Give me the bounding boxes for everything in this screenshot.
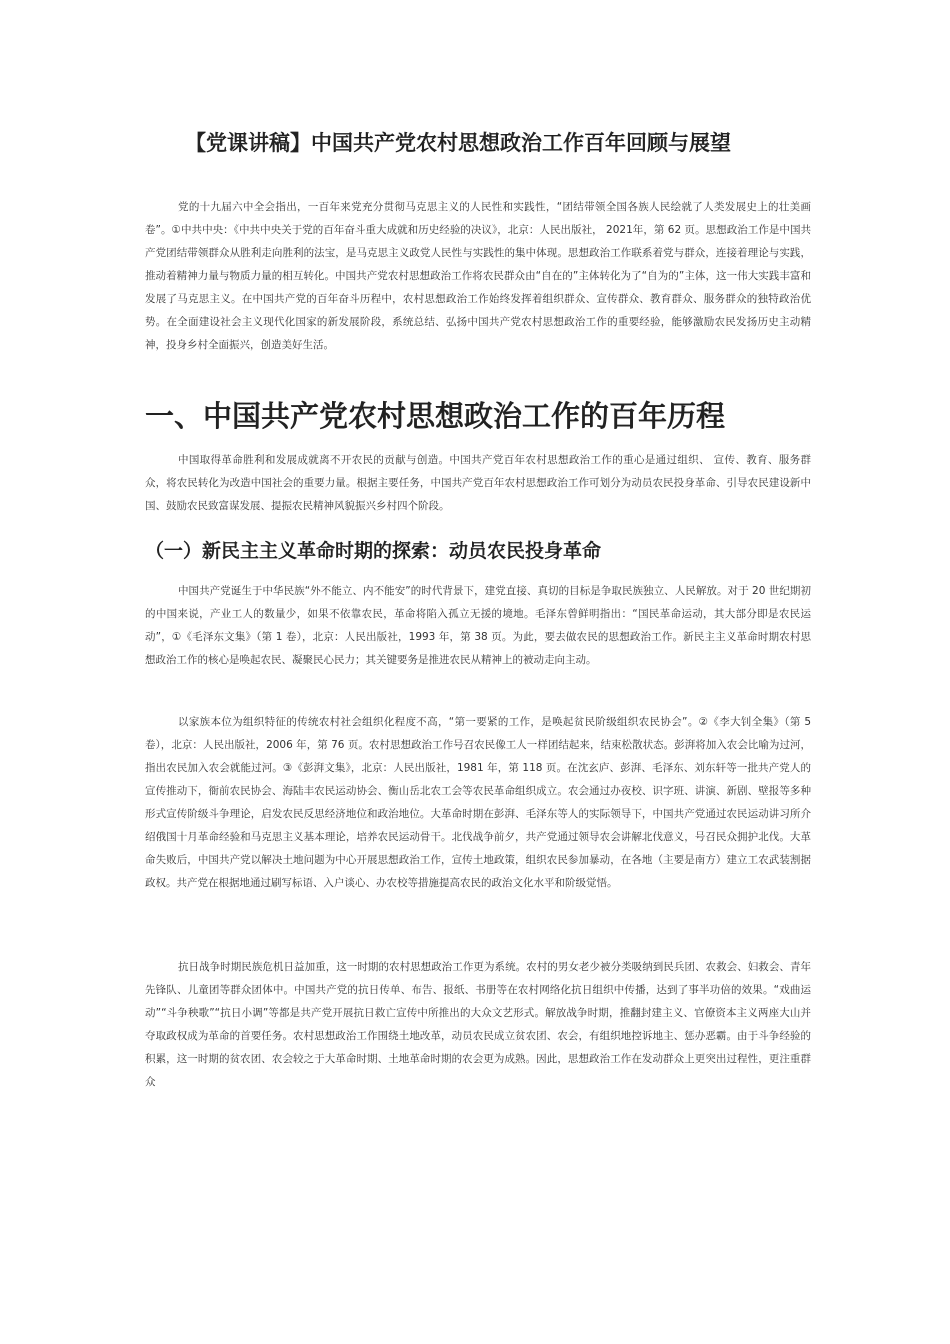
section-heading: 一、中国共产党农村思想政治工作的百年历程 (145, 399, 726, 433)
document-title: 【党课讲稿】中国共产党农村思想政治工作百年回顾与展望 (185, 131, 731, 155)
section-intro-paragraph: 中国取得革命胜利和发展成就离不开农民的贡献与创造。中国共产党百年农村思想政治工作的重心是通过组织、 宣传、教育、服务群众，将农民转化为改造中国社会的重要力量。根据主要任务，中国共产党百年农村思想政治工作可划分为动员农民投身革命、引导农民建设新中国、鼓励农民致富谋发展、提振农民精神风貌振兴乡村四个阶段。 (145, 454, 811, 512)
intro-paragraph: 党的十九届六中全会指出，一百年来党充分贯彻马克思主义的人民性和实践性，“团结带领全国各族人民绘就了人类发展史上的壮美画卷”。①中共中央：《中共中央关于党的百年奋斗重大成就和历史经验的决议》，北京：人民出版社， 2021年，第 62 页。思想政治工作是中国共产党团结带领群众从胜利走向胜利的法宝，是马克思主义政党人民性与实践性的集中体现。思想政治工作联系着党与群众，连接着理论与实践，推动着精神力量与物质力量的相互转化。中国共产党农村思想政治工作将农民群众由“自在的”主体转化为了“自为的”主体，这一伟大实践丰富和发展了马克思主义。在中国共产党的百年奋斗历程中，农村思想政治工作始终发挥着组织群众、宣传群众、教育群众、服务群众的独特政治优势。在全面建设社会主义现代化国家的新发展阶段，系统总结、弘扬中国共产党农村思想政治工作的重要经验，能够激励农民发扬历史主动精神，投身乡村全面振兴，创造美好生活。 (145, 201, 811, 351)
body-paragraph: 以家族本位为组织特征的传统农村社会组织化程度不高，“第一要紧的工作，是唤起贫民阶级组织农民协会”。②《李大钊全集》（第 5 卷），北京：人民出版社，2006 年，第 76 页。农村思想政治工作号召农民像工人一样团结起来，结束松散状态。彭湃将加入农会比喻为过河，指出农民加入农会就能过河。③《彭湃文集》，北京：人民出版社，1981 年，第 118 页。在沈玄庐、彭湃、毛泽东、刘东轩等一批共产党人的宣传推动下，衙前农民协会、海陆丰农民运动协会、衡山岳北农工会等农民革命组织成立。农会通过办夜校、识字班、讲演、新剧、壁报等多种形式宣传阶级斗争理论，启发农民反思经济地位和政治地位。大革命时期在彭湃、毛泽东等人的实际领导下，中国共产党通过农民运动讲习所介绍俄国十月革命经验和马克思主义基本理论，培养农民运动骨干。北伐战争前夕，共产党通过领导农会讲解北伐意义，号召民众拥护北伐。大革命失败后，中国共产党以解决土地问题为中心开展思想政治工作，宣传土地政策，组织农民参加暴动，在各地（主要是南方）建立工农武装割据政权。共产党在根据地通过刷写标语、入户谈心、办农校等措施提高农民的政治文化水平和阶级觉悟。 (145, 716, 811, 889)
subsection-heading: （一）新民主主义革命时期的探索：动员农民投身革命 (145, 540, 602, 562)
body-paragraph: 中国共产党诞生于中华民族“外不能立、内不能安”的时代背景下，建党直接、真切的目标是争取民族独立、人民解放。对于 20 世纪期初的中国来说，产业工人的数量少，如果不依靠农民，革命将陷入孤立无援的境地。毛泽东曾鲜明指出：“国民革命运动，其大部分即是农民运动”，①《毛泽东文集》（第 1 卷），北京：人民出版社，1993 年，第 38 页。为此，要去做农民的思想政治工作。新民主主义革命时期农村思想政治工作的核心是唤起农民、凝聚民心民力；其关键要务是推进农民从精神上的被动走向主动。 (145, 585, 811, 666)
body-paragraph: 抗日战争时期民族危机日益加重，这一时期的农村思想政治工作更为系统。农村的男女老少被分类吸纳到民兵团、农救会、妇救会、青年先锋队、儿童团等群众团体中。中国共产党的抗日传单、布告、报纸、书册等在农村网络化抗日组织中传播，达到了事半功倍的效果。“戏曲运动”“斗争秧歌”“抗日小调”等都是共产党开展抗日救亡宣传中所推出的大众文艺形式。解放战争时期，推翻封建主义、官僚资本主义两座大山并夺取政权成为革命的首要任务。农村思想政治工作围绕土地改革，动员农民成立贫农团、农会，有组织地控诉地主、惩办恶霸。由于斗争经验的积累，这一时期的贫农团、农会较之于大革命时期、土地革命时期的农会更为成熟。因此，思想政治工作在发动群众上更突出过程性，更注重群众 (145, 961, 811, 1088)
